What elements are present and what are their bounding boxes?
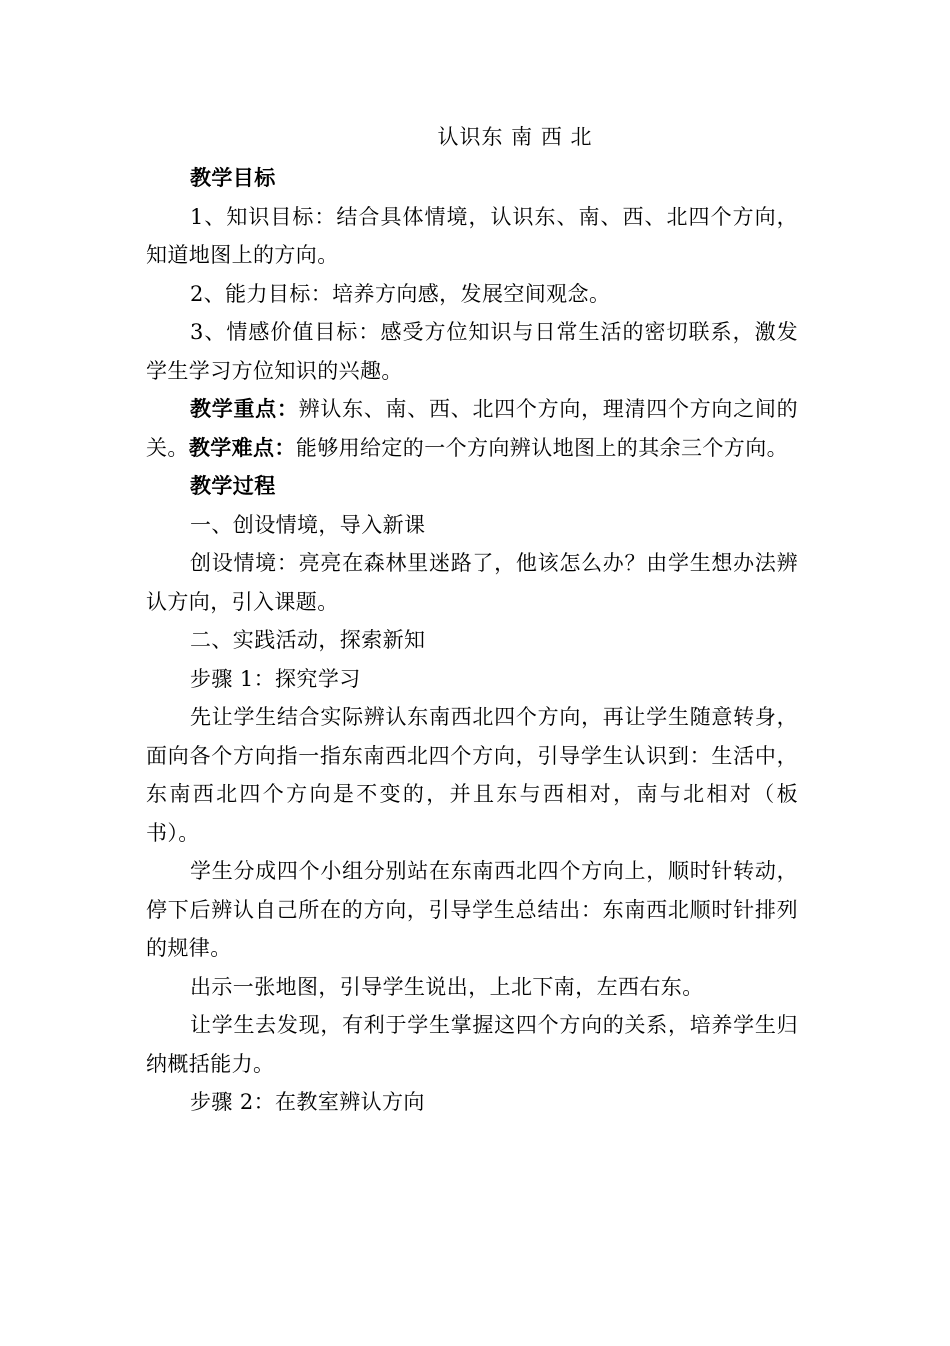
paragraph: [146, 275, 798, 314]
paragraph: [146, 852, 798, 968]
paragraph: [146, 159, 798, 198]
paragraph-text: 能够用给定的一个方向辨认地图上的其余三个方向。: [295, 435, 789, 460]
paragraph: [146, 506, 798, 545]
paragraph: [146, 467, 798, 506]
paragraph: [146, 968, 798, 1007]
document-body: [146, 159, 798, 1122]
paragraph-text: 让学生去发现，有利于学生掌握这四个方向的关系，培养学生归纳概括能力。: [146, 1013, 798, 1076]
paragraph-text: 辨认东、南、西、北四个方向，理清四个方向之间的关。: [146, 397, 799, 460]
paragraph-text: 1、知识目标：结合具体情境，认识东、南、西、北四个方向，知道地图上的方向。: [146, 204, 798, 267]
paragraph: [146, 1083, 798, 1122]
paragraph-text: 出示一张地图，引导学生说出，上北下南，左西右东。: [190, 974, 704, 999]
paragraph: [146, 198, 798, 275]
paragraph: [146, 660, 798, 699]
paragraph-text: 步骤 1：探究学习: [190, 666, 361, 691]
paragraph-text: 步骤 2：在教室辨认方向: [190, 1090, 425, 1114]
paragraph-text: 2、能力目标：培养方向感，发展空间观念。: [190, 281, 611, 306]
paragraph: [146, 390, 798, 467]
paragraph-text: 学生分成四个小组分别站在东南西北四个方向上，顺时针转动，停下后辨认自己所在的方向，引导学生总结出：东南西北顺时针排列的规律。: [146, 859, 798, 960]
paragraph-text: 3、情感价值目标：感受方位知识与日常生活的密切联系，激发学生学习方位知识的兴趣。: [146, 320, 798, 383]
paragraph: [146, 698, 798, 852]
paragraph: [146, 544, 798, 621]
paragraph-text: 一、创设情境，导入新课: [190, 512, 426, 537]
section-heading: 教学目标: [190, 165, 276, 190]
inline-heading: 教学重点：: [190, 396, 299, 421]
paragraph-text: 创设情境：亮亮在森林里迷路了，他该怎么办？由学生想办法辨认方向，引入课题。: [146, 551, 798, 614]
document-title: 认识东 南 西 北: [437, 125, 593, 149]
paragraph: [146, 1006, 798, 1083]
paragraph-text: 先让学生结合实际辨认东南西北四个方向，再让学生随意转身，面向各个方向指一指东南西北四个方向，引导学生认识到：生活中，东南西北四个方向是不变的，并且东与西相对，南与北相对（板书）。: [146, 705, 798, 845]
section-heading: 教学过程: [190, 473, 276, 498]
paragraph: [146, 313, 798, 390]
inline-heading: 教学难点：: [188, 434, 296, 460]
paragraph: [146, 621, 798, 660]
paragraph-text: 二、实践活动，探索新知: [190, 628, 426, 652]
